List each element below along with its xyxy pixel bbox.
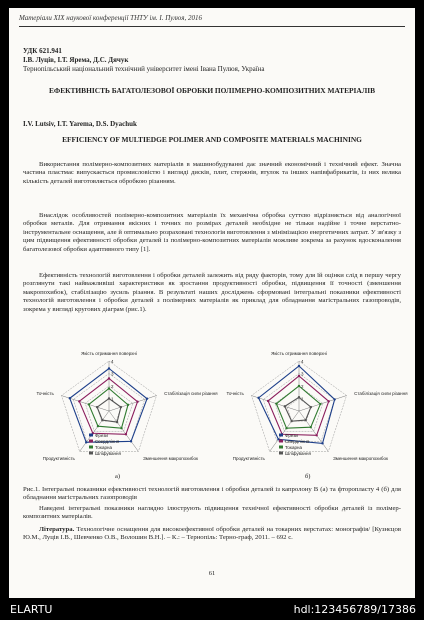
data-point (310, 426, 312, 428)
data-point (108, 397, 110, 399)
data-point (85, 441, 87, 443)
data-point (267, 400, 269, 402)
tick-label: 1 (301, 396, 304, 402)
data-point (97, 425, 99, 427)
tick-label: 2 (111, 384, 114, 389)
legend-label: Шліфування (95, 451, 121, 456)
data-point (108, 377, 110, 379)
data-point (321, 442, 323, 444)
data-point (328, 400, 330, 402)
series-line (276, 386, 320, 428)
series-line (79, 379, 137, 435)
data-point (88, 403, 90, 405)
data-point (146, 397, 148, 399)
axis-label: Зменшення макропохибок (333, 455, 388, 461)
series-line (89, 389, 128, 429)
legend-swatch (89, 434, 93, 437)
title-english: EFFICIENCY OF MULTIEDGE POLIMER AND COMPOSITE MATERIALS MACHINING (62, 135, 362, 144)
data-point (96, 406, 98, 408)
tick-label: 4 (301, 359, 304, 364)
legend-label: Свердління (285, 439, 310, 444)
axis-label: Точність (36, 391, 54, 397)
document-page (9, 8, 415, 598)
figure-caption: Рис.1. Інтегральні показники ефективності технологій виготовлення і обробки деталей із капролону В (а) та фторопласту 4 (б) для обладнання магістральних газопроводів (23, 486, 401, 502)
data-point (101, 419, 103, 421)
axis-label: Точність (226, 391, 244, 397)
paragraph-3: Ефективність технологій виготовлення і обробки деталей залежить від ряду факторів, тому для їй оцінки слід в першу чергу розглянути такі найважливіші характеристики як зростання продуктивності обробки, підвищення її точності (зменшення макропохибок), стабілізацію зусиль різання. В результаті наших досліджень сформовані інтегральні показники ефективності технологій виготовлення і обробки деталей з полімерних матеріалів як приклад для обладнання магістральних газопроводів, зокрема у вигляді кругових діаграм (рис.1). (23, 272, 401, 313)
data-point (298, 365, 300, 367)
axis-label: Продуктивність (42, 455, 75, 461)
data-point (257, 397, 259, 399)
data-point (69, 397, 71, 399)
tick-label: 3 (301, 371, 304, 377)
running-header: Матеріали XIX наукової конференції ТНТУ ім. І. Пулюя, 2016 (19, 14, 202, 22)
authors-ukrainian: І.В. Луців, І.Т. Ярема, Д.С. Дячук (23, 56, 129, 64)
data-point (290, 420, 292, 422)
literature-text: Технологічне оснащення для високоефективної обробки деталей на токарних верстатах: монографія/ [Кузнєцов Ю.М., Луців І.В., Шевченко О.В., Волошин В.Н.]. – К.: – Тернопіль: Терно-граф, 2011. – 692 с. (23, 526, 401, 542)
panel-label-a: а) (115, 473, 121, 480)
figure-1 (29, 345, 408, 485)
data-point (136, 401, 138, 403)
legend-swatch (279, 434, 283, 437)
data-point (298, 375, 300, 377)
paragraph-4: Наведені інтегральні показники наглядно ілюструють підвищення технічної ефективності обробки деталей із полімер-композитних матеріалів. (23, 505, 401, 521)
legend-swatch (279, 452, 283, 455)
data-point (125, 433, 127, 435)
data-point (275, 402, 277, 404)
literature (23, 526, 401, 543)
tick-label: 1 (111, 396, 114, 402)
legend-label: Фрези (95, 433, 108, 438)
axis-label: Стабілізація сили різання (164, 391, 218, 397)
affiliation: Тернопільський національний технічний університет імені Івана Пулюя, Україна (23, 65, 265, 73)
data-point (298, 385, 300, 387)
paragraph-2: Внаслідок особливостей полімерно-композитних матеріалів їх механічна обробка суттєво відрізняється від аналогічної обробки металів. Для отримання якісних і точних по розмірах деталей необхідне не тільки надійне і точне верстатно-інструментальне оснащення, але й оптимально розраховані технологія виготовлення з мінімізацією енергетичних затрат. У зв'язку з цим підвищення ефективності обробки деталей із полімерно-композитних матеріалів можливе зокрема за рахунок вдосконалення багатолезової обробки адаптивного типу [1]. (23, 212, 401, 253)
data-point (130, 440, 132, 442)
tick-label: 3 (111, 371, 114, 377)
axis-label: Продуктивність (232, 455, 265, 461)
data-point (108, 367, 110, 369)
handle-link[interactable]: hdl:123456789/17386 (293, 603, 416, 616)
legend-label: Токарна (95, 445, 112, 450)
paragraph-1: Використання полімерно-композитних матеріалів в машинобудуванні дає значний економічний і технічний ефект. Значна частина пластмас випускається промисловістю і вигляді дисків, плит, стержнів, втулок та інших напівфабрикатів, із них велика кількість деталей виготовляється обробкою різанням. (23, 161, 401, 185)
repository-name[interactable]: ELARTU (10, 603, 53, 616)
legend-label: Свердління (95, 439, 120, 444)
axis-label: Якість отримання поверхні (271, 351, 327, 356)
tick-label: 4 (111, 359, 114, 364)
data-point (108, 387, 110, 389)
series-line (285, 397, 311, 421)
axis-label: Якість отримання поверхні (81, 351, 137, 356)
legend-swatch (279, 440, 283, 443)
panel-label-b: б) (305, 473, 311, 480)
legend-label: Шліфування (285, 451, 311, 456)
authors-english: I.V. Lutsiv, I.T. Yarema, D.S. Dyachuk (23, 120, 137, 128)
radar-chart-b (219, 345, 408, 475)
legend-swatch (89, 440, 93, 443)
legend-label: Фрези (285, 433, 298, 438)
data-point (310, 406, 312, 408)
radar-chart-a (29, 345, 218, 475)
page-number: 61 (208, 570, 216, 577)
data-point (319, 403, 321, 405)
data-point (315, 434, 317, 436)
data-point (304, 419, 306, 421)
legend-label: Токарна (285, 445, 302, 450)
data-point (284, 405, 286, 407)
literature-label: Література. (39, 526, 75, 533)
data-point (333, 398, 335, 400)
udk-code: УДК 621.941 (23, 47, 62, 55)
data-point (298, 396, 300, 398)
axis-label: Стабілізація сили різання (354, 391, 408, 397)
legend-swatch (89, 446, 93, 449)
header-rule (19, 26, 405, 27)
tick-label: 2 (301, 384, 304, 389)
data-point (116, 421, 118, 423)
data-point (78, 400, 80, 402)
legend-swatch (279, 446, 283, 449)
legend-swatch (89, 452, 93, 455)
data-point (127, 404, 129, 406)
data-point (120, 427, 122, 429)
data-point (120, 406, 122, 408)
axis-label: Зменшення макропохибок (143, 455, 198, 461)
title-ukrainian: ЕФЕКТИВНІСТЬ БАГАТОЛЕЗОВОЇ ОБРОБКИ ПОЛІМЕРНО-КОМПОЗИТНИХ МАТЕРІАЛІВ (48, 86, 376, 95)
data-point (285, 427, 287, 429)
